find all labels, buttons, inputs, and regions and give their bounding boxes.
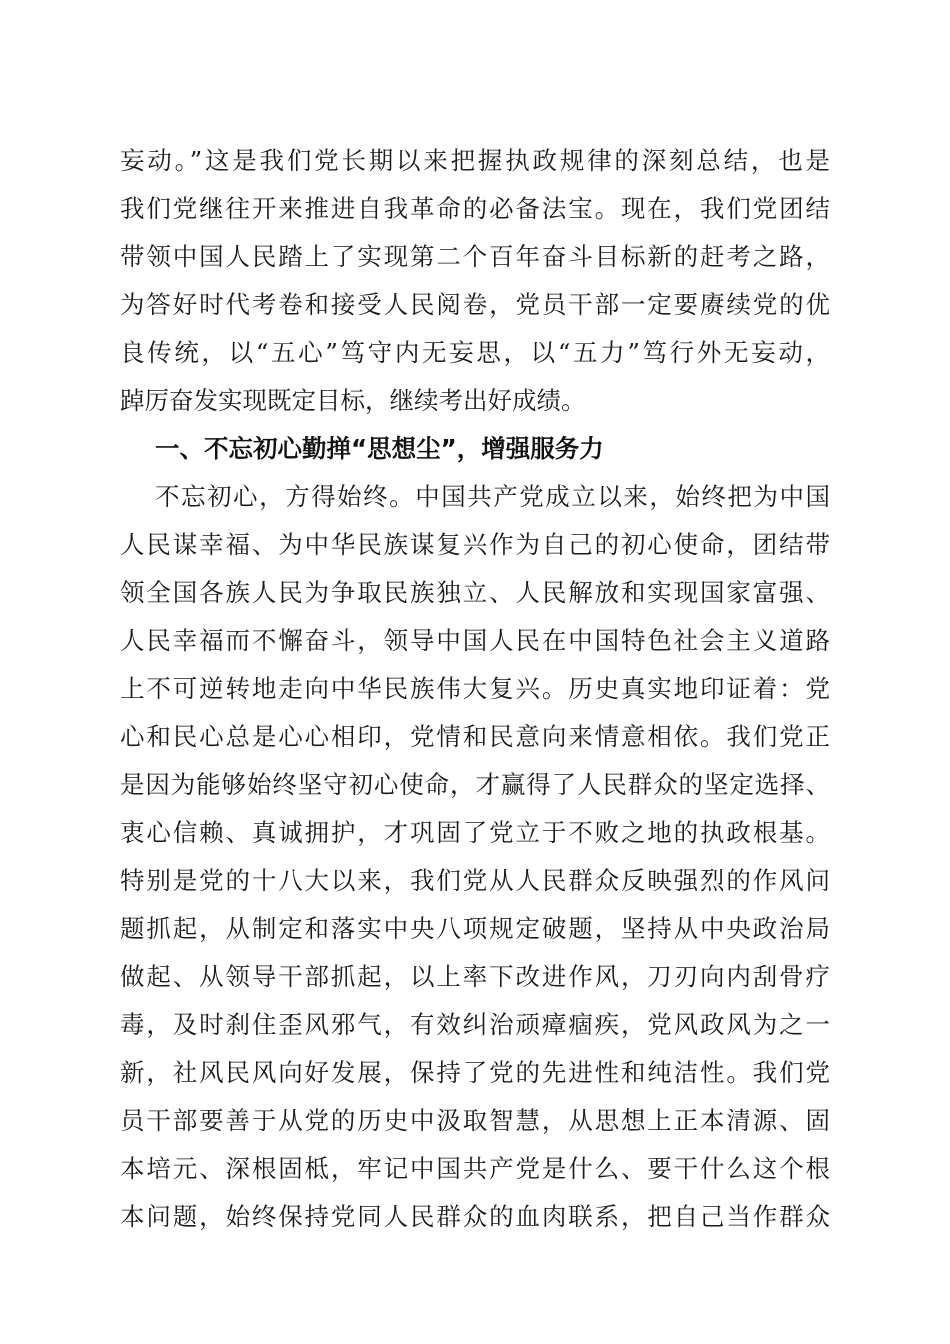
paragraph-line: 做起、从领导干部抓起，以上率下改进作风，刀刃向内刮骨疗 (120, 962, 830, 991)
paragraph-line: 是因为能够始终坚守初心使命，才赢得了人民群众的坚定选择、 (120, 770, 830, 799)
paragraph-line: 为答好时代考卷和接受人民阅卷，党员干部一定要赓续党的优 (120, 290, 830, 319)
paragraph-line: 上不可逆转地走向中华民族伟大复兴。历史真实地印证着：党 (120, 674, 830, 703)
paragraph-line: 妄动。”这是我们党长期以来把握执政规律的深刻总结，也是 (120, 146, 830, 175)
paragraph-line: 人民幸福而不懈奋斗，领导中国人民在中国特色社会主义道路 (120, 626, 830, 655)
paragraph-line: 心和民心总是心心相印，党情和民意向来情意相依。我们党正 (120, 722, 830, 751)
paragraph-line: 不忘初心，方得始终。中国共产党成立以来，始终把为中国 (155, 482, 830, 511)
paragraph-line: 踔厉奋发实现既定目标，继续考出好成绩。 (120, 386, 586, 415)
paragraph-line: 毒，及时刹住歪风邪气，有效纠治顽瘴痼疾，党风政风为之一 (120, 1010, 830, 1039)
paragraph-line: 特别是党的十八大以来，我们党从人民群众反映强烈的作风问 (120, 866, 830, 895)
paragraph-line: 良传统，以“五心”笃守内无妄思，以“五力”笃行外无妄动， (120, 338, 830, 367)
paragraph-line: 衷心信赖、真诚拥护，才巩固了党立于不败之地的执政根基。 (120, 818, 830, 847)
paragraph-line: 带领中国人民踏上了实现第二个百年奋斗目标新的赶考之路， (120, 242, 830, 271)
paragraph-line: 本培元、深根固柢，牢记中国共产党是什么、要干什么这个根 (120, 1154, 830, 1183)
paragraph-line: 题抓起，从制定和落实中央八项规定破题，坚持从中央政治局 (120, 914, 830, 943)
paragraph-line: 领全国各族人民为争取民族独立、人民解放和实现国家富强、 (120, 578, 830, 607)
paragraph-line: 新，社风民风向好发展，保持了党的先进性和纯洁性。我们党 (120, 1058, 830, 1087)
paragraph-line: 人民谋幸福、为中华民族谋复兴作为自己的初心使命，团结带 (120, 530, 830, 559)
section-heading: 一、不忘初心勤掸“思想尘”，增强服务力 (155, 434, 604, 463)
paragraph-line: 员干部要善于从党的历史中汲取智慧，从思想上正本清源、固 (120, 1106, 830, 1135)
paragraph-line: 本问题，始终保持党同人民群众的血肉联系，把自己当作群众 (120, 1202, 830, 1231)
paragraph-line: 我们党继往开来推进自我革命的必备法宝。现在，我们党团结 (120, 194, 830, 223)
